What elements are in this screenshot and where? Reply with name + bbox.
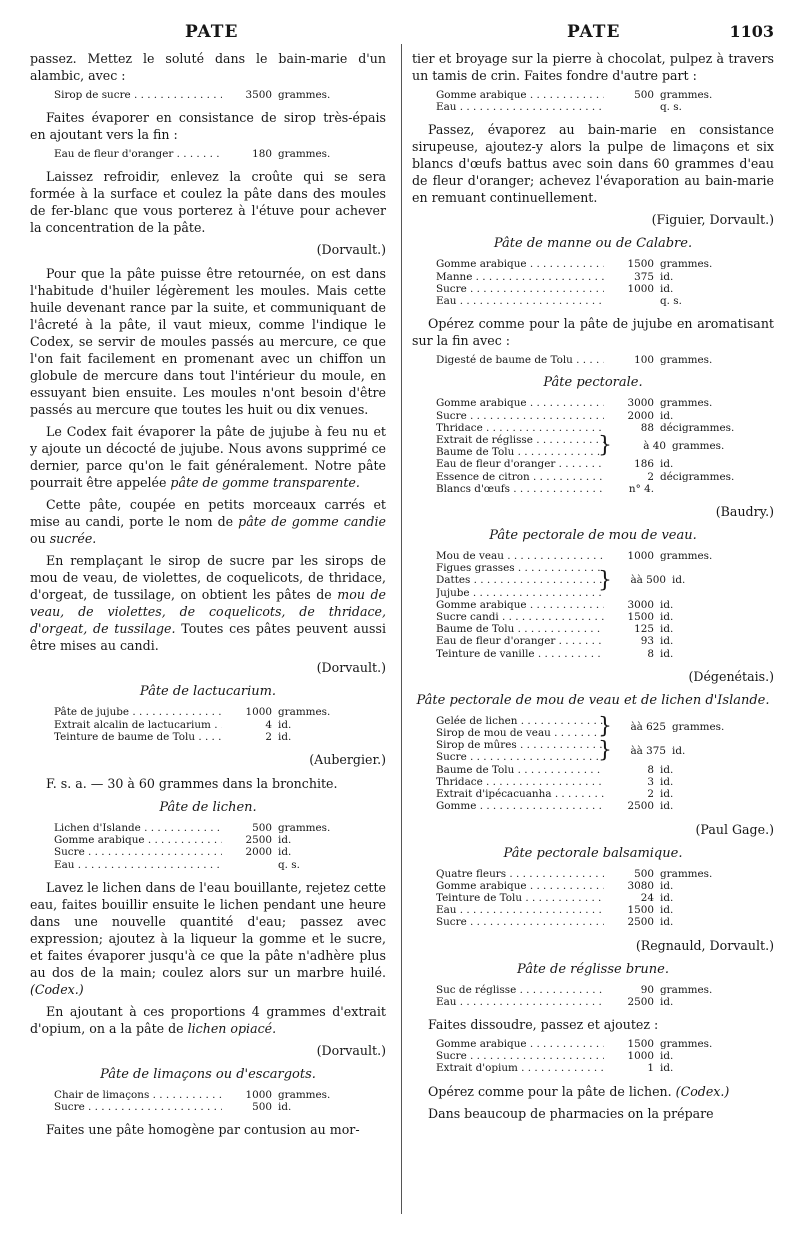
paragraph: Dans beaucoup de pharmacies on la prépare bbox=[428, 1105, 714, 1121]
ingredient-name: Eau . . . bbox=[54, 859, 222, 871]
ingredient-quantity: 1500 bbox=[627, 611, 654, 624]
ingredient-row bbox=[436, 483, 774, 495]
ingredient-name: Gelée de lichen . . . bbox=[436, 715, 604, 727]
ingredient-quantity: àà 500 bbox=[630, 574, 666, 587]
ingredient-name: Sucre . . . bbox=[436, 1050, 604, 1062]
ingredient-quantity: 1000 bbox=[627, 550, 654, 563]
ingredient-name: Essence de citron . . . bbox=[436, 471, 604, 483]
ingredient-unit: id. bbox=[660, 800, 674, 813]
paragraph: Lavez le lichen dans de l'eau bouillante, rejetez cette eau, faites bouillir ensuite le lichen pendant une heure dans une nouvelle quantité d'eau; passez avec expression; ajoutez à la liqueur la gomme et le sucre, et faites évaporer jusqu'à ce que la pâte n'adhère plus au dos de la main; coulez alors sur un marbre huilé. (Codex.) bbox=[30, 879, 386, 997]
ingredient-quantity: 3000 bbox=[627, 397, 654, 410]
recipe-table bbox=[54, 822, 386, 871]
ingredient-quantity: 1000 bbox=[245, 706, 272, 719]
ingredient-quantity bbox=[604, 295, 654, 307]
recipe-heading: Pâte pectorale de mou de veau. bbox=[489, 528, 697, 544]
recipe-heading: Pâte de lichen. bbox=[159, 800, 257, 816]
ingredient-unit: id. bbox=[660, 904, 674, 917]
attribution: (Baudry.) bbox=[715, 504, 774, 520]
ingredient-unit: id. bbox=[660, 916, 674, 929]
recipe-table bbox=[436, 258, 774, 307]
ingredient-unit: id. bbox=[660, 891, 674, 904]
recipe-table bbox=[54, 148, 386, 160]
ingredient-quantity: 1500 bbox=[627, 1037, 654, 1050]
ingredient-name: Sucre . . . bbox=[436, 751, 604, 763]
ingredient-name: Gomme arabique . . . bbox=[436, 880, 604, 892]
ingredient-row bbox=[436, 258, 774, 270]
ingredient-name: Thridace . . . bbox=[436, 422, 604, 434]
ingredient-row bbox=[436, 776, 774, 788]
ingredient-quantity: 8 bbox=[647, 647, 654, 660]
ingredient-row bbox=[436, 599, 774, 611]
ingredient-name: Gomme arabique . . . bbox=[54, 834, 222, 846]
ingredient-name: Baume de Tolu . . . bbox=[436, 764, 604, 776]
ingredient-quantity: 375 bbox=[634, 270, 654, 283]
recipe-table bbox=[54, 89, 386, 101]
recipe-table bbox=[436, 984, 774, 1008]
left-column bbox=[30, 50, 386, 1143]
attribution: (Dorvault.) bbox=[316, 1042, 386, 1058]
ingredient-unit: décigrammes. bbox=[660, 421, 735, 434]
ingredient-quantity: 2 bbox=[647, 470, 654, 483]
ingredient-quantity: 1 bbox=[647, 1062, 654, 1075]
ingredient-name: Blancs d'œufs . . . bbox=[436, 483, 604, 495]
ingredient-unit: grammes. bbox=[660, 89, 713, 101]
ingredient-name: Teinture de baume de Tolu . . . bbox=[54, 731, 222, 743]
ingredient-quantity: 3080 bbox=[627, 879, 654, 892]
ingredient-quantity: 2500 bbox=[627, 916, 654, 929]
ingredient-name: Eau . . . bbox=[436, 295, 604, 307]
ingredient-name: Eau . . . bbox=[436, 904, 604, 916]
paragraph: Laissez refroidir, enlevez la croûte qui se sera formée à la surface et coulez la pâte dans des moules de fer-blanc que vous porterez à l'étuve pour achever la concentration de la pâte. bbox=[30, 169, 386, 236]
ingredient-row bbox=[436, 271, 774, 283]
ingredient-quantity: 3 bbox=[647, 775, 654, 788]
ingredient-quantity: à 40 bbox=[643, 440, 666, 453]
ingredient-name: Gomme arabique . . . bbox=[436, 89, 604, 101]
recipe-table bbox=[436, 715, 774, 813]
ingredient-quantity: 90 bbox=[640, 983, 654, 996]
ingredient-quantity bbox=[222, 859, 272, 871]
ingredient-row bbox=[436, 397, 774, 409]
ingredient-unit: grammes. bbox=[278, 706, 331, 719]
ingredient-row bbox=[436, 800, 774, 812]
ingredient-quantity: n° 4. bbox=[628, 482, 654, 495]
ingredient-row bbox=[54, 719, 386, 731]
ingredient-unit: grammes. bbox=[278, 1088, 331, 1101]
ingredient-quantity: 3500 bbox=[245, 89, 272, 101]
column-divider bbox=[401, 44, 402, 1214]
ingredient-name: Extrait alcalin de lactucarium . . . bbox=[54, 719, 222, 731]
ingredient-name: Gomme arabique . . . bbox=[436, 397, 604, 409]
paragraph: passez. Mettez le soluté dans le bain-marie d'un alambic, avec : bbox=[30, 51, 386, 83]
ingredient-quantity: 1000 bbox=[627, 1050, 654, 1063]
ingredient-row bbox=[436, 984, 774, 996]
ingredient-quantity: 2500 bbox=[627, 800, 654, 813]
ingredient-row bbox=[436, 295, 774, 307]
paragraph: En remplaçant le sirop de sucre par les sirops de mou de veau, de violettes, de coquelicots, de thridace, d'orgeat, de tussilage, on obtient les pâtes de mou de veau, de violettes, de coquelicots, de thridace, d'orgeat, de tussilage. Toutes ces pâtes peuvent aussi être mises au candi. bbox=[30, 553, 386, 654]
ingredient-unit: q. s. bbox=[278, 858, 300, 871]
ingredient-quantity: 1000 bbox=[245, 1088, 272, 1101]
ingredient-unit: id. bbox=[278, 718, 292, 731]
ingredient-row bbox=[54, 1089, 386, 1101]
recipe-heading: Pâte de réglisse brune. bbox=[517, 961, 669, 977]
ingredient-quantity: àà 375 bbox=[630, 745, 666, 758]
ingredient-quantity: 88 bbox=[640, 421, 654, 434]
ingredient-unit: id. bbox=[278, 846, 292, 859]
ingredient-unit bbox=[654, 483, 660, 495]
ingredient-unit: id. bbox=[660, 635, 674, 648]
ingredient-unit: id. bbox=[660, 598, 674, 611]
attribution: (Regnauld, Dorvault.) bbox=[635, 937, 774, 953]
ingredient-quantity: 2500 bbox=[627, 995, 654, 1008]
ingredient-name: Eau de fleur d'oranger . . . bbox=[436, 458, 604, 470]
recipe-heading: Pâte pectorale balsamique. bbox=[503, 845, 683, 861]
ingredient-unit: décigrammes. bbox=[660, 470, 735, 483]
ingredient-group bbox=[436, 739, 774, 763]
ingredient-name: Sucre . . . bbox=[436, 916, 604, 928]
ingredient-quantity: 180 bbox=[252, 148, 272, 161]
ingredient-row bbox=[436, 410, 774, 422]
ingredient-quantity: 8 bbox=[647, 763, 654, 776]
ingredient-name: Baume de Tolu . . . bbox=[436, 623, 604, 635]
ingredient-name: Mou de veau . . . bbox=[436, 550, 604, 562]
ingredient-quantity: 2000 bbox=[245, 846, 272, 859]
ingredient-row bbox=[54, 1101, 386, 1113]
attribution: (Paul Gage.) bbox=[695, 821, 774, 837]
ingredient-quantity: 1000 bbox=[627, 282, 654, 295]
recipe-table bbox=[436, 1038, 774, 1075]
paragraph: Faites une pâte homogène par contusion au mor- bbox=[46, 1122, 360, 1138]
ingredient-name: Gomme arabique . . . bbox=[436, 599, 604, 611]
ingredient-name: Sirop de sucre . . . bbox=[54, 89, 222, 101]
ingredient-quantity: 500 bbox=[634, 867, 654, 880]
paragraph: Cette pâte, coupée en petits morceaux carrés et mise au candi, porte le nom de pâte de gomme candie ou sucrée. bbox=[30, 497, 386, 547]
ingredient-row bbox=[436, 788, 774, 800]
paragraph: Passez, évaporez au bain-marie en consistance sirupeuse, ajoutez-y alors la pulpe de limaçons et six blancs d'œufs battus avec soin dans 60 grammes d'eau de fleur d'oranger; achevez l'évaporation au bain-marie en remuant continuellement. bbox=[412, 122, 774, 206]
ingredient-unit: grammes. bbox=[660, 354, 713, 367]
ingredient-name: Quatre fleurs . . . bbox=[436, 868, 604, 880]
ingredient-row bbox=[54, 846, 386, 858]
ingredient-unit: grammes. bbox=[660, 397, 713, 410]
ingredient-name: Dattes . . . bbox=[436, 574, 604, 586]
ingredient-row bbox=[436, 611, 774, 623]
ingredient-unit: id. bbox=[660, 763, 674, 776]
ingredient-row bbox=[436, 550, 774, 562]
ingredient-name: Sirop de mou de veau . . . bbox=[436, 727, 604, 739]
ingredient-unit: id. bbox=[660, 995, 674, 1008]
ingredient-row bbox=[54, 89, 386, 101]
ingredient-unit: id. bbox=[660, 458, 674, 471]
ingredient-row bbox=[436, 354, 774, 366]
ingredient-name: Sucre candi . . . bbox=[436, 611, 604, 623]
ingredient-row bbox=[436, 458, 774, 470]
ingredient-row bbox=[436, 648, 774, 660]
ingredient-quantity: 1500 bbox=[627, 904, 654, 917]
ingredient-quantity: 2000 bbox=[627, 409, 654, 422]
ingredient-name: Sirop de mûres . . . bbox=[436, 739, 604, 751]
ingredient-group bbox=[436, 434, 774, 458]
ingredient-unit: grammes. bbox=[278, 148, 331, 161]
ingredient-name: Baume de Tolu . . . bbox=[436, 446, 604, 458]
ingredient-row bbox=[54, 822, 386, 834]
ingredient-name: Eau de fleur d'oranger . . . bbox=[436, 635, 604, 647]
ingredient-name: Sucre . . . bbox=[54, 846, 222, 858]
ingredient-name: Jujube . . . bbox=[436, 587, 604, 599]
ingredient-quantity: 500 bbox=[252, 1101, 272, 1114]
ingredient-name: Gomme . . . bbox=[436, 800, 604, 812]
ingredient-quantity: àà 625 bbox=[630, 720, 666, 733]
paragraph: tier et broyage sur la pierre à chocolat, pulpez à travers un tamis de crin. Faites fondre d'autre part : bbox=[412, 51, 774, 83]
paragraph: En ajoutant à ces proportions 4 grammes d'extrait d'opium, on a la pâte de lichen opiacé. bbox=[30, 1003, 386, 1036]
recipe-table bbox=[436, 868, 774, 929]
paragraph: Pour que la pâte puisse être retournée, on est dans l'habitude d'huiler légèrement les moules. Mais cette huile devenant rance par la suite, et communiquant de l'âcreté à la pâte, il vaut mieux, comme l'indique le Codex, se servir de moules passés au mercure, ce que l'on fait facilement en promenant avec un chiffon un globule de mercure dans tout l'intérieur du moule, en essuyant bien ensuite. Les moules n'ont besoin d'être passés au mercure que toutes les huit ou dix venues. bbox=[30, 266, 386, 418]
ingredient-row bbox=[54, 148, 386, 160]
ingredient-unit: id. bbox=[278, 730, 292, 743]
paragraph: F. s. a. — 30 à 60 grammes dans la bronchite. bbox=[46, 776, 338, 792]
ingredient-quantity: 186 bbox=[634, 458, 654, 471]
ingredient-unit: grammes. bbox=[278, 89, 331, 101]
ingredient-quantity: 4 bbox=[265, 718, 272, 731]
attribution: (Figuier, Dorvault.) bbox=[651, 212, 774, 228]
recipe-heading: Pâte de manne ou de Calabre. bbox=[493, 236, 693, 252]
ingredient-name: Pâte de jujube . . . bbox=[54, 706, 222, 718]
ingredient-unit: grammes. bbox=[278, 822, 331, 835]
ingredient-row bbox=[436, 89, 774, 101]
ingredient-unit: id. bbox=[660, 409, 674, 422]
ingredient-row bbox=[436, 283, 774, 295]
ingredient-row bbox=[436, 1050, 774, 1062]
ingredient-row bbox=[436, 904, 774, 916]
ingredient-unit: id. bbox=[660, 775, 674, 788]
ingredient-row bbox=[54, 731, 386, 743]
ingredient-row bbox=[436, 916, 774, 928]
brace-glyph: } bbox=[598, 433, 612, 459]
ingredient-row bbox=[436, 996, 774, 1008]
recipe-heading: Pâte pectorale. bbox=[543, 375, 643, 391]
recipe-table bbox=[436, 354, 774, 366]
brace-glyph: } bbox=[598, 714, 612, 740]
ingredient-unit: id. bbox=[660, 270, 674, 283]
ingredient-quantity: 500 bbox=[634, 89, 654, 101]
ingredient-quantity: 125 bbox=[634, 623, 654, 636]
ingredient-quantity: 93 bbox=[640, 635, 654, 648]
ingredient-row bbox=[436, 471, 774, 483]
ingredient-row bbox=[54, 834, 386, 846]
ingredient-name: Eau de fleur d'oranger . . . bbox=[54, 148, 222, 160]
paragraph: Opérez comme pour la pâte de lichen. (Codex.) bbox=[428, 1083, 730, 1099]
ingredient-name: Suc de réglisse . . . bbox=[436, 984, 604, 996]
ingredient-row bbox=[436, 623, 774, 635]
brace-glyph: } bbox=[598, 567, 612, 593]
recipe-table bbox=[436, 550, 774, 660]
ingredient-row bbox=[436, 422, 774, 434]
ingredient-unit: id. bbox=[660, 611, 674, 624]
ingredient-unit: grammes. bbox=[672, 440, 725, 453]
ingredient-row bbox=[436, 868, 774, 880]
ingredient-unit: id. bbox=[672, 745, 686, 758]
ingredient-unit: id. bbox=[660, 1050, 674, 1063]
ingredient-name: Thridace . . . bbox=[436, 776, 604, 788]
left-running-head: PATE bbox=[185, 22, 239, 42]
page-number: 1103 bbox=[729, 22, 774, 41]
ingredient-name: Digesté de baume de Tolu . . . bbox=[436, 354, 604, 366]
ingredient-quantity: 24 bbox=[640, 891, 654, 904]
ingredient-name: Teinture de Tolu . . . bbox=[436, 892, 604, 904]
recipe-table bbox=[436, 89, 774, 113]
ingredient-unit: id. bbox=[278, 834, 292, 847]
ingredient-row bbox=[54, 859, 386, 871]
ingredient-quantity: 2 bbox=[647, 788, 654, 801]
ingredient-quantity: 2500 bbox=[245, 834, 272, 847]
attribution: (Dorvault.) bbox=[316, 242, 386, 258]
ingredient-unit: grammes. bbox=[660, 258, 713, 271]
ingredient-unit: id. bbox=[672, 574, 686, 587]
ingredient-quantity: 3000 bbox=[627, 598, 654, 611]
ingredient-name: Sucre . . . bbox=[436, 283, 604, 295]
paragraph: Le Codex fait évaporer la pâte de jujube à feu nu et y ajoute un décocté de jujube. Nous avons supprimé ce dernier, parce qu'on le fait généralement. Notre pâte pourrait être appelée pâte de gomme transparente. bbox=[30, 424, 386, 491]
ingredient-name: Teinture de vanille . . . bbox=[436, 648, 604, 660]
recipe-table bbox=[54, 1089, 386, 1113]
attribution: (Aubergier.) bbox=[309, 752, 386, 768]
ingredient-row bbox=[436, 1038, 774, 1050]
ingredient-name: Eau . . . bbox=[436, 996, 604, 1008]
ingredient-name: Extrait d'opium . . . bbox=[436, 1062, 604, 1074]
ingredient-unit: id. bbox=[660, 1062, 674, 1075]
right-column bbox=[412, 50, 774, 1127]
attribution: (Dorvault.) bbox=[316, 660, 386, 676]
ingredient-name: Sucre . . . bbox=[436, 410, 604, 422]
ingredient-quantity: 2 bbox=[265, 730, 272, 743]
ingredient-quantity bbox=[604, 101, 654, 113]
recipe-heading: Pâte de limaçons ou d'escargots. bbox=[100, 1066, 316, 1082]
right-running-head: PATE bbox=[567, 22, 621, 42]
brace-glyph: } bbox=[598, 738, 612, 764]
recipe-table bbox=[54, 706, 386, 743]
attribution: (Dégenétais.) bbox=[688, 668, 774, 684]
recipe-heading: Pâte de lactucarium. bbox=[139, 684, 277, 700]
ingredient-unit: grammes. bbox=[660, 983, 713, 996]
recipe-table bbox=[436, 397, 774, 495]
ingredient-row bbox=[436, 635, 774, 647]
ingredient-quantity: 500 bbox=[252, 822, 272, 835]
paragraph: Faites dissoudre, passez et ajoutez : bbox=[428, 1016, 659, 1032]
ingredient-unit: grammes. bbox=[660, 1037, 713, 1050]
ingredient-row bbox=[436, 892, 774, 904]
ingredient-quantity: 100 bbox=[634, 354, 654, 367]
ingredient-name: Lichen d'Islande . . . bbox=[54, 822, 222, 834]
ingredient-unit: id. bbox=[660, 879, 674, 892]
recipe-heading: Pâte pectorale de mou de veau et de lichen d'Islande. bbox=[416, 692, 770, 708]
ingredient-unit: id. bbox=[660, 282, 674, 295]
ingredient-unit: id. bbox=[660, 623, 674, 636]
ingredient-quantity: 1500 bbox=[627, 258, 654, 271]
ingredient-name: Gomme arabique . . . bbox=[436, 258, 604, 270]
ingredient-group bbox=[436, 562, 774, 599]
paragraph: Faites évaporer en consistance de sirop très-épais en ajoutant vers la fin : bbox=[30, 110, 386, 143]
ingredient-unit: id. bbox=[660, 647, 674, 660]
ingredient-unit: grammes. bbox=[660, 867, 713, 880]
ingredient-name: Sucre . . . bbox=[54, 1101, 222, 1113]
ingredient-name: Extrait de réglisse . . . bbox=[436, 434, 604, 446]
ingredient-row bbox=[436, 1062, 774, 1074]
ingredient-unit: q. s. bbox=[660, 295, 682, 308]
ingredient-group bbox=[436, 715, 774, 739]
ingredient-name: Manne . . . bbox=[436, 271, 604, 283]
ingredient-unit: grammes. bbox=[660, 550, 713, 563]
ingredient-name: Extrait d'ipécacuanha . . . bbox=[436, 788, 604, 800]
ingredient-name: Gomme arabique . . . bbox=[436, 1038, 604, 1050]
ingredient-unit: q. s. bbox=[660, 101, 682, 114]
ingredient-row bbox=[436, 880, 774, 892]
paragraph: Opérez comme pour la pâte de jujube en aromatisant sur la fin avec : bbox=[412, 316, 774, 349]
ingredient-name: Chair de limaçons . . . bbox=[54, 1089, 222, 1101]
ingredient-row bbox=[54, 706, 386, 718]
ingredient-unit: id. bbox=[660, 788, 674, 801]
ingredient-name: Eau . . . bbox=[436, 101, 604, 113]
ingredient-name: Figues grasses . . . bbox=[436, 562, 604, 574]
ingredient-row bbox=[436, 764, 774, 776]
ingredient-unit: id. bbox=[278, 1101, 292, 1114]
ingredient-row bbox=[436, 101, 774, 113]
ingredient-unit: grammes. bbox=[672, 720, 725, 733]
